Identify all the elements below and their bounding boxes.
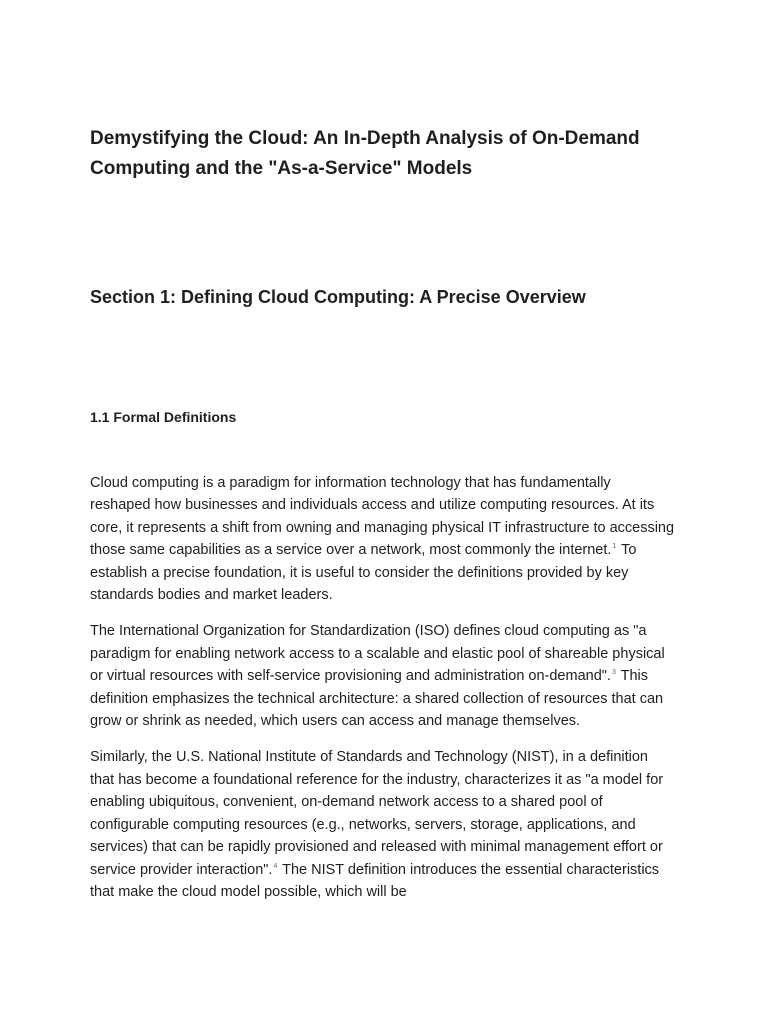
body-text <box>90 472 675 917</box>
citation-marker[interactable]: 3 <box>611 669 616 677</box>
paragraph-text: The International Organization for Standardization (ISO) defines cloud computing as "a paradigm for enabling network access to a scalable and elastic pool of shareable physical or virtual resources with self-service provisioning and administration on-demand". <box>90 623 665 685</box>
paragraph-text: To establish a precise foundation, it is useful to consider the definitions provided by key standards bodies and market leaders. <box>90 542 637 604</box>
citation-marker[interactable]: 1 <box>612 543 617 551</box>
paragraph <box>90 472 675 606</box>
citation-marker[interactable]: 4 <box>273 862 278 870</box>
paragraph <box>90 746 675 903</box>
paragraph-text: Cloud computing is a paradigm for information technology that has fundamentally reshaped how businesses and individuals access and utilize computing resources. At its core, it represents a shift from owning and managing physical IT infrastructure to accessing those same capabilities as a service over a network, most commonly the internet. <box>90 475 675 559</box>
paragraph-text: Similarly, the U.S. National Institute of Standards and Technology (NIST), in a definition that has become a foundational reference for the industry, characterizes it as "a model for enabling ubiquitous, convenient, on-demand network access to a shared pool of configurable computing resources (e.g., networks, servers, storage, applications, and services) that can be rapidly provisioned and released with minimal management effort or service provider interaction". <box>90 749 664 878</box>
subsection-heading: 1.1 Formal Definitions <box>90 409 237 425</box>
paragraph-text: The NIST definition introduces the essential characteristics that make the cloud model possible, which will be <box>90 861 660 900</box>
paragraph-text: This definition emphasizes the technical architecture: a shared collection of resources that can grow or shrink as needed, which users can access and manage themselves. <box>90 668 664 730</box>
paragraph <box>90 620 675 732</box>
document-title: Demystifying the Cloud: An In-Depth Analysis of On-Demand Computing and the "As-a-Service" Models <box>90 128 640 179</box>
section-heading: Section 1: Defining Cloud Computing: A Precise Overview <box>90 287 586 307</box>
